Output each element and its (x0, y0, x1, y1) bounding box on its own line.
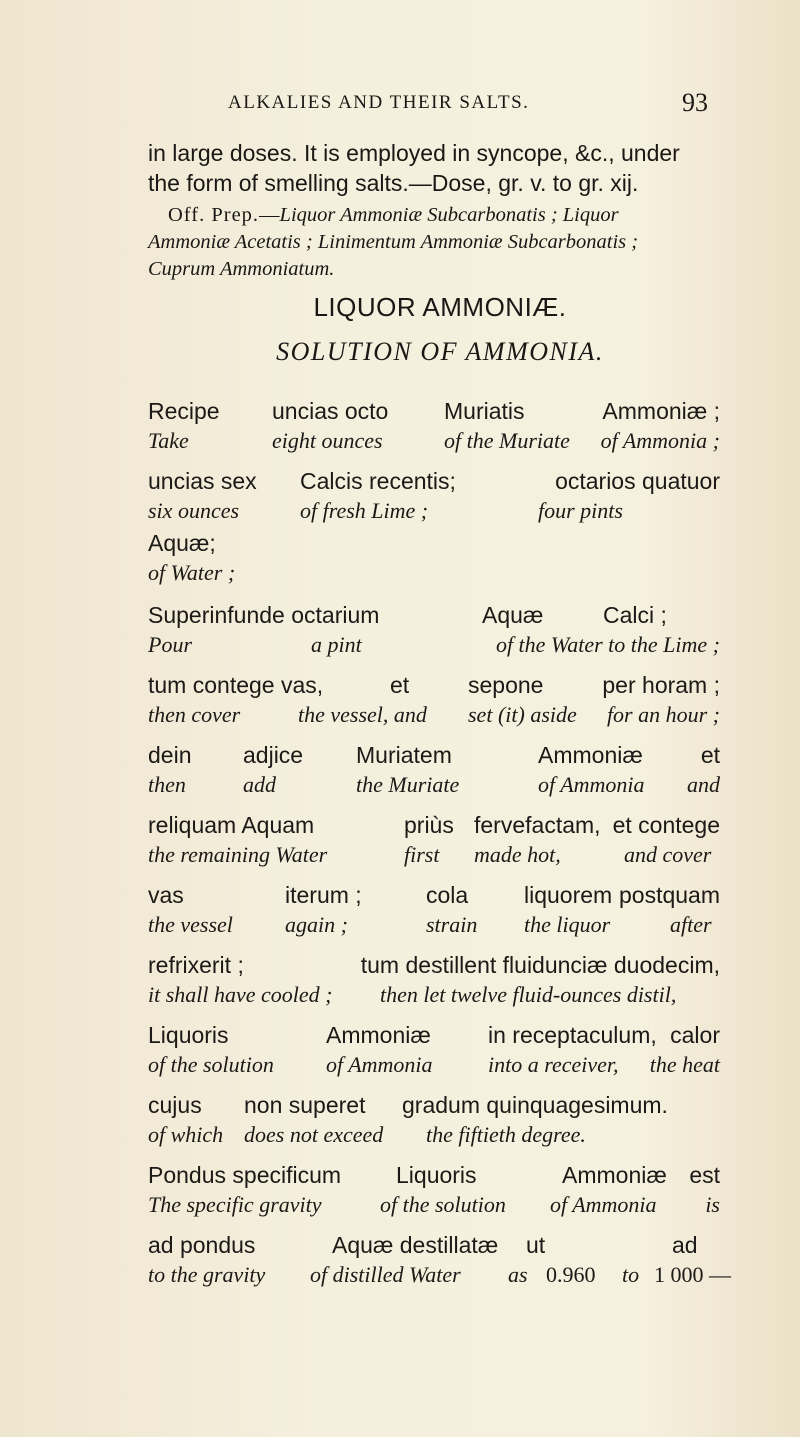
latin-row (148, 812, 720, 842)
interlinear-pair (148, 882, 720, 942)
intro-line: in large doses. It is employed in syncope, &c., under (148, 140, 680, 166)
english-row (148, 982, 720, 1012)
latin-word: Ammoniæ (326, 1022, 431, 1048)
latin-word: ut (526, 1232, 546, 1258)
interlinear-pair (148, 812, 720, 872)
latin-word: Ammoniæ ; (602, 398, 720, 424)
latin-word: octarios quatuor (555, 468, 720, 494)
english-word: and cover (624, 842, 712, 867)
latin-word: Calcis recentis; (300, 468, 456, 494)
latin-word: postquam (618, 882, 720, 908)
english-word: 0.960 (546, 1262, 596, 1287)
english-row (148, 702, 720, 732)
latin-row (148, 1022, 720, 1052)
english-word: set (it) aside (468, 702, 577, 727)
off-prep-line: Cuprum Ammoniatum. (148, 258, 335, 280)
latin-word: Pondus specificum (148, 1162, 342, 1188)
interlinear-pair (148, 952, 720, 1012)
english-word: of distilled Water (310, 1262, 461, 1287)
latin-word: et contege (612, 812, 720, 838)
english-word: is (705, 1192, 720, 1217)
english-word: Pour (148, 632, 192, 657)
english-word: of the solution (148, 1052, 274, 1077)
english-word: the Muriate (356, 772, 460, 797)
latin-word: refrixerit ; (148, 952, 244, 978)
english-row (148, 912, 720, 942)
english-word: as (508, 1262, 528, 1287)
english-word: eight ounces (272, 428, 383, 453)
english-word: for an hour ; (606, 702, 720, 727)
english-row (148, 1262, 731, 1292)
latin-word: gradum quinquagesimum. (402, 1092, 668, 1118)
recipe-title (148, 292, 718, 367)
latin-word: tum destillent fluidunciæ duodecim, (360, 952, 720, 978)
english-word: the liquor (524, 912, 611, 937)
english-word: the vessel (148, 912, 233, 937)
latin-row (148, 530, 720, 560)
latin-word: Liquoris (148, 1022, 229, 1048)
latin-word: Recipe (148, 398, 220, 424)
english-row (148, 498, 720, 528)
latin-word: priùs (404, 812, 454, 838)
english-word: to (622, 1262, 640, 1287)
english-word: the remaining Water (148, 842, 328, 867)
latin-word: sepone (468, 672, 544, 698)
english-word: made hot, (474, 842, 561, 867)
english-word: then (148, 772, 186, 797)
english-word: of the solution (380, 1192, 506, 1217)
latin-word: est (689, 1162, 720, 1188)
latin-word: Aquæ; (148, 530, 216, 556)
english-word: of the Muriate (444, 428, 570, 453)
latin-word: Calci ; (603, 602, 667, 628)
english-word: of Ammonia (326, 1052, 433, 1077)
interlinear-pair (148, 602, 720, 662)
interlinear-pair (148, 672, 720, 732)
latin-word: Superinfunde octarium (148, 602, 380, 628)
latin-word: reliquam Aquam (148, 812, 315, 838)
latin-row (148, 1162, 720, 1192)
english-row (148, 428, 720, 458)
latin-word: et (700, 742, 720, 768)
english-word: of Ammonia (538, 772, 645, 797)
english-word: then let twelve fluid-ounces distil, (380, 982, 677, 1007)
latin-row (148, 468, 720, 498)
latin-word: per horam ; (602, 672, 720, 698)
english-word: of Ammonia ; (600, 428, 720, 453)
interlinear-pair (148, 1092, 720, 1152)
latin-word: tum contege vas, (148, 672, 324, 698)
english-row (148, 1192, 720, 1222)
off-prep-dash: — (259, 204, 280, 226)
latin-word: Aquæ destillatæ (332, 1232, 499, 1258)
english-word: then cover (148, 702, 241, 727)
english-word: Take (148, 428, 189, 453)
latin-word: ad pondus (148, 1232, 256, 1258)
latin-row (148, 1092, 720, 1122)
interlinear-pair (148, 1232, 731, 1292)
latin-word: adjice (243, 742, 304, 768)
interlinear-pair (148, 398, 720, 458)
title-latin: LIQUOR AMMONIÆ. (313, 292, 567, 322)
english-word: the fiftieth degree. (426, 1122, 586, 1147)
off-prep-label: Off. Prep. (168, 204, 260, 226)
page-header (228, 88, 708, 120)
interlinear-pair (148, 468, 720, 528)
latin-word: et (390, 672, 410, 698)
page-number: 93 (682, 88, 708, 117)
latin-word: uncias sex (148, 468, 257, 494)
english-word: six ounces (148, 498, 240, 523)
english-row (148, 772, 720, 802)
english-word: the heat (649, 1052, 720, 1077)
title-english: SOLUTION OF AMMONIA. (276, 337, 604, 366)
english-word: to the gravity (148, 1262, 266, 1287)
latin-word: Ammoniæ (562, 1162, 667, 1188)
latin-word: iterum ; (285, 882, 362, 908)
latin-word: Muriatis (444, 398, 525, 424)
english-word: of fresh Lime ; (300, 498, 429, 523)
latin-word: ad (672, 1232, 698, 1258)
latin-row (148, 882, 720, 912)
english-row (148, 1122, 720, 1152)
english-word: strain (426, 912, 478, 937)
latin-row (148, 1232, 720, 1262)
off-prep-line: Liquor Ammoniæ Subcarbonatis ; Liquor (279, 204, 619, 226)
latin-word: dein (148, 742, 192, 768)
english-word: The specific gravity (148, 1192, 322, 1217)
latin-word: calor (670, 1022, 720, 1048)
latin-word: Ammoniæ (538, 742, 643, 768)
latin-word: vas (148, 882, 184, 908)
english-word: of the Water to the Lime ; (495, 632, 720, 657)
latin-row (148, 398, 720, 428)
running-title: ALKALIES AND THEIR SALTS. (228, 92, 530, 113)
off-prep-line: Ammoniæ Acetatis ; Linimentum Ammoniæ Subcarbonatis ; (148, 231, 639, 253)
english-word: of Ammonia (550, 1192, 657, 1217)
intro-line: the form of smelling salts.—Dose, gr. v. to gr. xij. (148, 170, 639, 196)
english-word: and (687, 772, 720, 797)
latin-word: liquorem (524, 882, 613, 908)
english-word: does not exceed (244, 1122, 384, 1147)
english-row (148, 842, 720, 872)
latin-word: fervefactam, (474, 812, 601, 838)
english-row (148, 632, 720, 662)
latin-word: uncias octo (272, 398, 389, 424)
latin-row (148, 952, 720, 982)
latin-row (148, 602, 720, 632)
intro-paragraph (148, 138, 718, 198)
english-word: a pint (311, 632, 362, 657)
english-word: of which (148, 1122, 224, 1147)
english-word: it shall have cooled ; (148, 982, 333, 1007)
english-row (148, 560, 720, 590)
latin-word: non superet (244, 1092, 366, 1118)
english-word: first (404, 842, 440, 867)
english-word: after (670, 912, 712, 937)
latin-row (148, 742, 720, 772)
interlinear-pair (148, 742, 720, 802)
english-word: 1 000 — (654, 1262, 731, 1287)
latin-word: Muriatem (356, 742, 452, 768)
english-word: again ; (285, 912, 348, 937)
latin-word: in receptaculum, (488, 1022, 657, 1048)
english-word: of Water ; (148, 560, 236, 585)
latin-row (148, 672, 720, 702)
interlinear-pair (148, 530, 720, 590)
english-word: the vessel, and (298, 702, 427, 727)
english-word: into a receiver, (488, 1052, 619, 1077)
latin-word: cujus (148, 1092, 202, 1118)
english-row (148, 1052, 720, 1082)
interlinear-pair (148, 1022, 720, 1082)
latin-word: Liquoris (396, 1162, 477, 1188)
latin-word: Aquæ (482, 602, 544, 628)
latin-word: cola (426, 882, 469, 908)
english-word: add (243, 772, 276, 797)
interlinear-pair (148, 1162, 720, 1222)
english-word: four pints (538, 498, 623, 523)
officinal-preparations (148, 202, 718, 283)
